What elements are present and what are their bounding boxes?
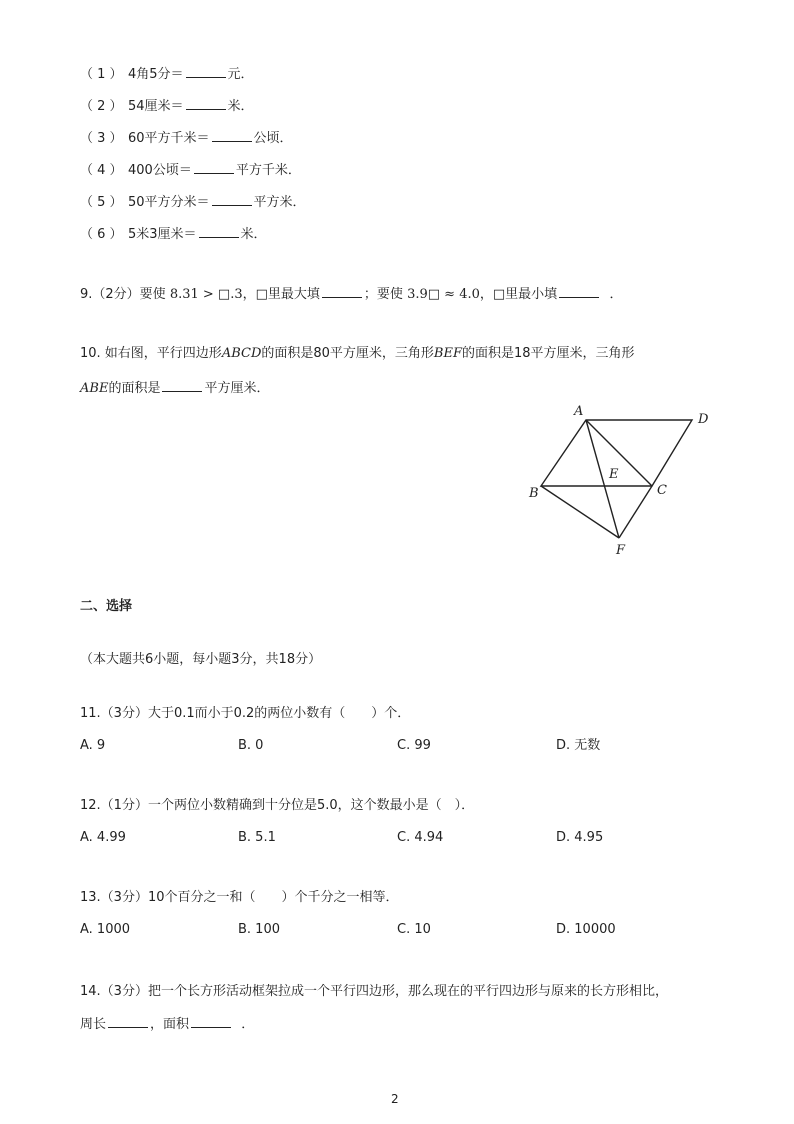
q10-end: 平方厘米． xyxy=(204,381,270,396)
q11-option-b[interactable]: B. 0 xyxy=(238,738,264,753)
q13-option-d[interactable]: D. 10000 xyxy=(556,922,616,937)
q10-mid1: 的面积是80平方厘米，三角形 xyxy=(261,346,434,361)
q12-option-a[interactable]: A. 4.99 xyxy=(80,830,126,845)
q11-option-c[interactable]: C. 99 xyxy=(397,738,431,753)
question-9 xyxy=(80,285,622,304)
page-number: 2 xyxy=(391,1092,399,1106)
parallelogram-figure xyxy=(520,400,720,560)
q8-item-text: 50平方分米＝ xyxy=(128,195,210,210)
q8-item-1 xyxy=(80,65,254,84)
section-note: （本大题共6小题，每小题3分，共18分） xyxy=(80,652,322,667)
q10-abcd: ABCD xyxy=(221,346,262,361)
label-f: F xyxy=(616,543,626,558)
q8-item-index: （ 6 ） xyxy=(80,227,123,242)
q12-option-d[interactable]: D. 4.95 xyxy=(556,830,604,845)
label-a: A xyxy=(574,404,584,419)
q14-end: ． xyxy=(241,1017,255,1032)
q8-item-unit: 平方米． xyxy=(253,195,306,210)
q13-option-c[interactable]: C. 10 xyxy=(397,922,431,937)
q8-item-text: 60平方千米＝ xyxy=(128,131,210,146)
label-e: E xyxy=(609,467,619,482)
q9-end: ． xyxy=(609,287,623,302)
q8-item-text: 5米3厘米＝ xyxy=(128,227,197,242)
q8-item-index: （ 4 ） xyxy=(80,163,123,178)
answer-blank[interactable] xyxy=(212,193,252,206)
question-14-line1: 14.（3分）把一个长方形活动框架拉成一个平行四边形，那么现在的平行四边形与原来的长方形相比， xyxy=(80,984,668,999)
answer-blank[interactable] xyxy=(162,379,202,392)
answer-blank[interactable] xyxy=(559,285,599,298)
q8-item-unit: 米． xyxy=(227,99,254,114)
label-d: D xyxy=(698,412,709,427)
q9-mid2: ；要使 xyxy=(363,287,403,302)
q9-inequality: 8.31 > □.3 xyxy=(169,287,243,302)
q8-item-6 xyxy=(80,225,267,244)
q8-item-unit: 平方千米． xyxy=(235,163,301,178)
question-13-stem: 13.（3分）10个百分之一和（ ）个千分之一相等． xyxy=(80,890,399,905)
answer-blank[interactable] xyxy=(199,225,239,238)
question-11-stem: 11.（3分）大于0.1而小于0.2的两位小数有（ ）个． xyxy=(80,706,411,721)
answer-blank[interactable] xyxy=(191,1015,231,1028)
q10-mid3: 的面积是 xyxy=(108,381,161,396)
q8-item-4 xyxy=(80,161,301,180)
question-14-line2 xyxy=(80,1015,254,1034)
q8-item-text: 4角5分＝ xyxy=(128,67,184,82)
q14-pre: 周长 xyxy=(80,1017,107,1032)
label-b: B xyxy=(529,486,539,501)
q8-item-5 xyxy=(80,193,306,212)
q9-mid3: ，□里最小填 xyxy=(479,287,558,302)
answer-blank[interactable] xyxy=(186,65,226,78)
q8-item-text: 400公顷＝ xyxy=(128,163,192,178)
answer-blank[interactable] xyxy=(194,161,234,174)
question-10-line1 xyxy=(80,345,635,363)
q10-mid2: 的面积是18平方厘米，三角形 xyxy=(462,346,635,361)
section-title: 二、选择 xyxy=(80,599,133,614)
q9-approx: 3.9□ ≈ 4.0 xyxy=(407,287,480,302)
q8-item-text: 54厘米＝ xyxy=(128,99,184,114)
answer-blank[interactable] xyxy=(108,1015,148,1028)
answer-blank[interactable] xyxy=(186,97,226,110)
q8-item-3 xyxy=(80,129,293,148)
q13-option-a[interactable]: A. 1000 xyxy=(80,922,131,937)
q12-option-c[interactable]: C. 4.94 xyxy=(397,830,444,845)
q8-item-index: （ 3 ） xyxy=(80,131,123,146)
q14-mid: ，面积 xyxy=(150,1017,190,1032)
q13-option-b[interactable]: B. 100 xyxy=(238,922,280,937)
segment-cf xyxy=(619,486,652,538)
q8-item-unit: 元． xyxy=(227,67,254,82)
answer-blank[interactable] xyxy=(322,285,362,298)
answer-blank[interactable] xyxy=(212,129,252,142)
q10-abe: ABE xyxy=(80,381,109,396)
q8-item-index: （ 2 ） xyxy=(80,99,123,114)
q12-option-b[interactable]: B. 5.1 xyxy=(238,830,276,845)
q8-item-2 xyxy=(80,97,254,116)
q9-mid: ，□里最大填 xyxy=(242,287,320,302)
q11-option-a[interactable]: A. 9 xyxy=(80,738,106,753)
q10-prefix: 10. 如右图，平行四边形 xyxy=(80,346,222,361)
q8-item-unit: 米． xyxy=(240,227,267,242)
q11-option-d[interactable]: D. 无数 xyxy=(556,738,601,753)
q8-item-index: （ 1 ） xyxy=(80,67,123,82)
q8-item-unit: 公顷． xyxy=(253,131,293,146)
q8-item-index: （ 5 ） xyxy=(80,195,123,210)
label-c: C xyxy=(657,483,667,498)
q9-prefix: 9.（2分）要使 xyxy=(80,287,166,302)
question-10-line2 xyxy=(80,379,269,398)
question-12-stem: 12.（1分）一个两位小数精确到十分位是5.0，这个数最小是（ ）． xyxy=(80,798,475,813)
q10-bef: BEF xyxy=(433,346,462,361)
